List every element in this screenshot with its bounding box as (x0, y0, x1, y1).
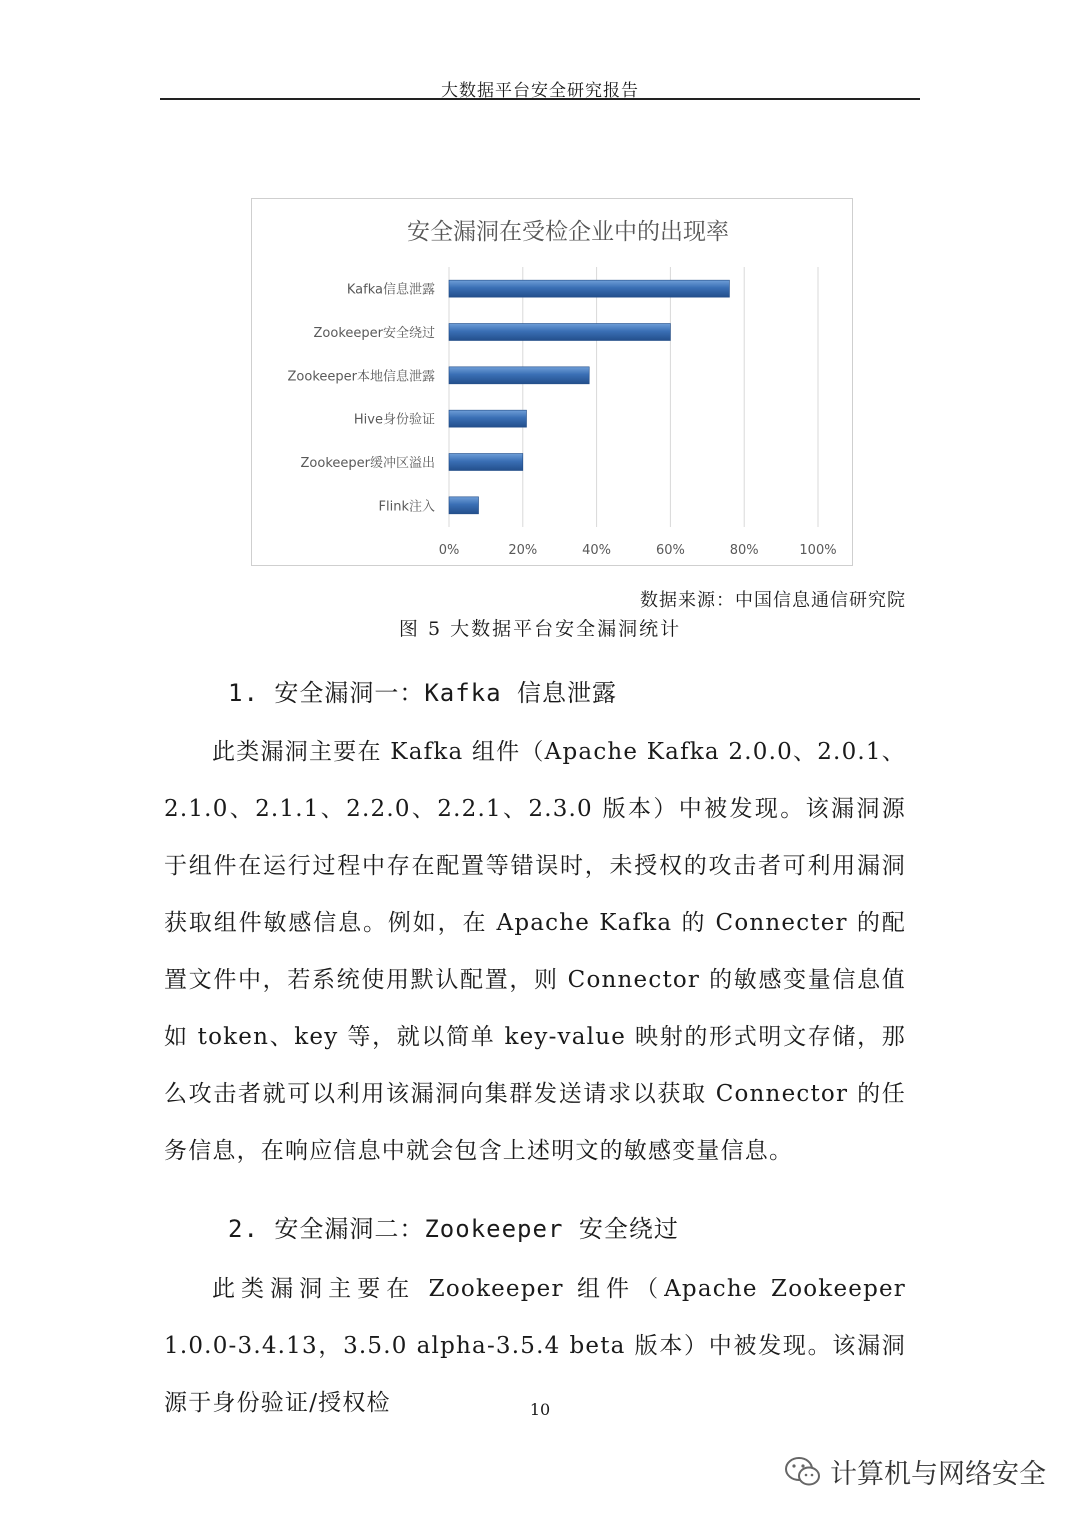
watermark-text: 计算机与网络安全 (830, 1459, 1046, 1490)
wechat-icon (784, 1456, 822, 1488)
section-2-heading: 2. 安全漏洞二：Zookeeper 安全绕过 (228, 1215, 679, 1243)
chart-svg (252, 199, 854, 567)
bar-chart (251, 198, 853, 566)
bar (449, 367, 589, 384)
watermark (784, 1452, 1046, 1491)
x-tick-label: 40% (582, 543, 612, 558)
page-number: 10 (529, 1400, 551, 1419)
category-label: Zookeeper本地信息泄露 (287, 369, 435, 385)
bar (449, 324, 670, 341)
section-1-heading: 1. 安全漏洞一：Kafka 信息泄露 (228, 679, 618, 707)
bar (449, 410, 526, 427)
x-tick-label: 100% (799, 543, 837, 558)
chart-title: 安全漏洞在受检企业中的出现率 (407, 219, 729, 245)
x-tick-label: 20% (508, 543, 538, 558)
category-label: Flink注入 (378, 499, 435, 515)
figure-caption: 图 5 大数据平台安全漏洞统计 (398, 618, 682, 640)
section-1-body: 此类漏洞主要在 Kafka 组件（Apache Kafka 2.0.0、2.0.1、2.1.0、2.1.1、2.2.0、2.2.1、2.3.0 版本）中被发现。该漏洞源于组件在运行过程中存在配置等错误时，未授权的攻击者可利用漏洞获取组件敏感信息。例如，在 Apache Kafka 的 Connecter 的配置文件中，若系统使用默认配置，则 Connector 的敏感变量信息值如 token、key 等，就以简单 key-value 映射的形式明文存储，那么攻击者就可以利用该漏洞向集群发送请求以获取 Connector 的任务信息，在响应信息中就会包含上述明文的敏感变量信息。 (164, 739, 906, 1164)
header-rule (160, 98, 920, 100)
page-header-title: 大数据平台安全研究报告 (441, 81, 639, 101)
x-tick-label: 60% (655, 543, 685, 558)
bar (449, 280, 729, 297)
figure-source: 数据来源：中国信息通信研究院 (640, 590, 906, 611)
bar (449, 497, 479, 514)
bar (449, 454, 523, 471)
category-label: Hive身份验证 (353, 412, 435, 428)
section-2-body: 此类漏洞主要在 Zookeeper 组件（Apache Zookeeper 1.0.0-3.4.13，3.5.0 alpha-3.5.4 beta 版本）中被发现。该漏洞源于身份验证/授权检 (164, 1276, 906, 1416)
category-label: Zookeeper安全绕过 (313, 326, 435, 341)
x-tick-label: 0% (438, 543, 460, 558)
category-label: Zookeeper缓冲区溢出 (300, 456, 435, 471)
x-tick-label: 80% (729, 543, 759, 558)
category-label: Kafka信息泄露 (346, 282, 435, 298)
